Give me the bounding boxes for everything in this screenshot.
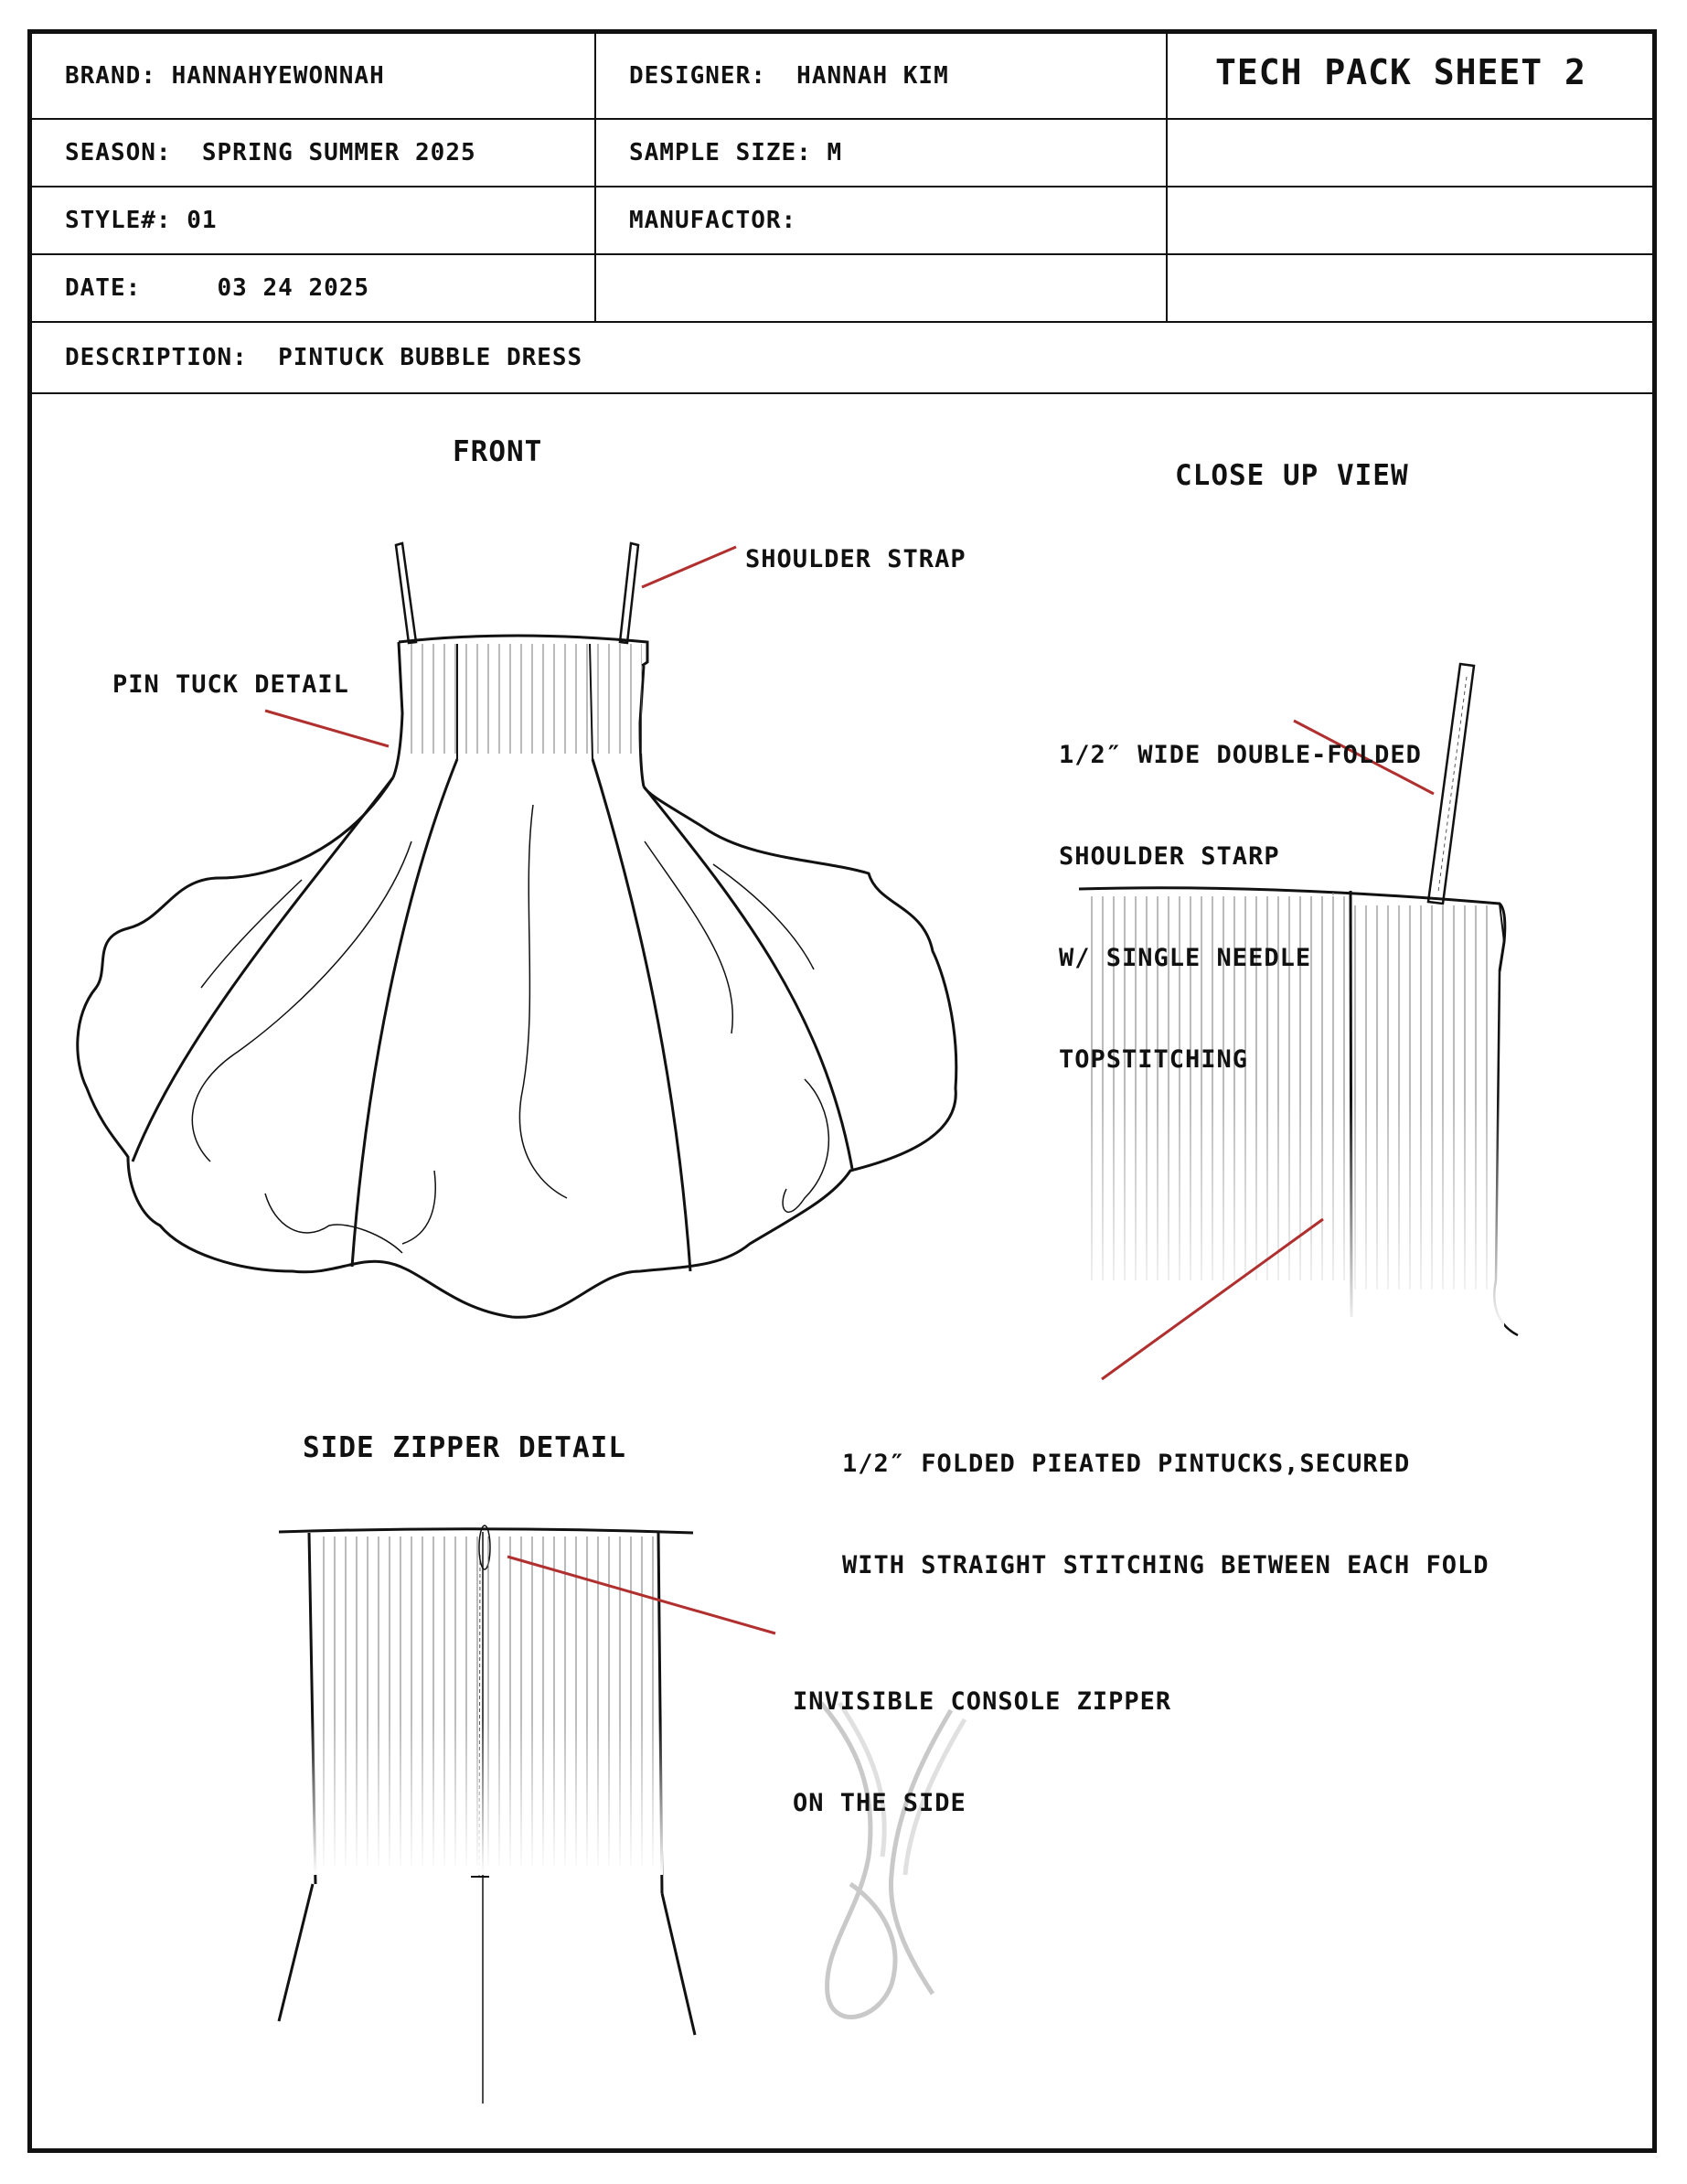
strap-spec-line-3: W/ SINGLE NEEDLE (1059, 944, 1312, 972)
side-zipper-title: SIDE ZIPPER DETAIL (303, 1431, 626, 1464)
strap-spec-line-1: 1/2″ WIDE DOUBLE-FOLDED (1059, 741, 1422, 769)
zipper-spec-line-2: ON THE SIDE (793, 1789, 966, 1817)
zipper-spec-line-1: INVISIBLE CONSOLE ZIPPER (793, 1687, 1172, 1716)
pintuck-spec-line-1: 1/2″ FOLDED PIEATED PINTUCKS,SECURED (842, 1450, 1411, 1478)
callout-pin-tuck-detail: PIN TUCK DETAIL (112, 670, 349, 699)
pintuck-spec-line-2: WITH STRAIGHT STITCHING BETWEEN EACH FOLD (842, 1551, 1489, 1579)
callout-shoulder-strap: SHOULDER STRAP (745, 545, 966, 573)
leader-shoulder-strap (642, 547, 736, 587)
callout-zipper-spec (793, 1617, 1171, 1854)
skirt-outline (78, 777, 956, 1317)
sample-size-field: SAMPLE SIZE: M (596, 120, 1168, 186)
front-dress-sketch (78, 543, 956, 1317)
strap-spec-line-4: TOPSTITCHING (1059, 1045, 1249, 1074)
leader-pin-tuck (265, 711, 389, 746)
left-strap (396, 543, 416, 643)
description-field: DESCRIPTION: PINTUCK BUBBLE DRESS (65, 344, 583, 371)
manufacturer-field: MANUFACTOR: (596, 187, 1168, 253)
right-strap (620, 543, 638, 643)
front-view-title: FRONT (453, 435, 543, 468)
zipper-panel-top (279, 1529, 693, 1533)
sheet-title: TECH PACK SHEET 2 (1215, 52, 1586, 92)
closeup-view-title: CLOSE UP VIEW (1175, 459, 1409, 492)
closeup-strap (1428, 664, 1474, 904)
callout-pintuck-spec (842, 1379, 1489, 1616)
callout-strap-spec (1059, 670, 1422, 1110)
season-field: SEASON: SPRING SUMMER 2025 (32, 120, 596, 186)
side-zipper-sketch (279, 1526, 695, 2104)
brand-field: BRAND: HANNAHYEWONNAH (32, 34, 596, 118)
style-field: STYLE#: 01 (32, 187, 596, 253)
strap-spec-line-2: SHOULDER STARP (1059, 842, 1280, 871)
date-field: DATE: 03 24 2025 (32, 255, 596, 321)
designer-field: DESIGNER: HANNAH KIM (596, 34, 1168, 118)
